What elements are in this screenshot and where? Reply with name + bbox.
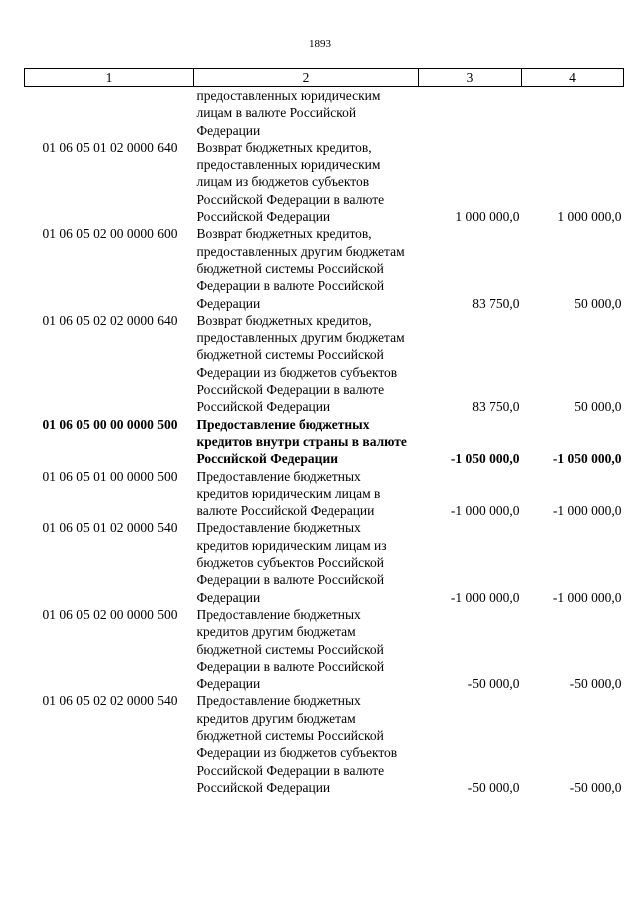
row-code [25,87,194,139]
row-value-col4: -1 000 000,0 [552,503,622,519]
row-value-col4: -50 000,0 [569,676,622,692]
column-header-1: 1 [25,69,194,87]
table-row [25,312,624,416]
table-row [25,225,624,311]
row-code: 01 06 05 01 02 0000 540 [42,520,178,536]
row-value-col3: -1 000 000,0 [450,503,520,519]
budget-table [24,68,624,796]
table-row [25,468,624,520]
row-value-col4: -50 000,0 [569,779,622,795]
row-code: 01 06 05 00 00 0000 500 [42,416,178,432]
header-row [25,69,624,87]
row-value-col4: -1 000 000,0 [552,589,622,605]
page-number: 1893 [309,38,331,50]
table-row-total [25,416,624,468]
row-name: Возврат бюджетных кредитов, предоставленных юридическим лицам из бюджетов субъектов Российской Федерации в валюте Российской Федерации [196,139,385,225]
row-value-col3: -1 000 000,0 [450,589,520,605]
row-code: 01 06 05 02 02 0000 640 [42,312,178,328]
row-code: 01 06 05 02 02 0000 540 [42,693,178,709]
row-value-col4: 50 000,0 [574,399,622,415]
row-code: 01 06 05 01 00 0000 500 [42,468,178,484]
table-header [25,69,624,87]
row-name: Предоставление бюджетных кредитов юридическим лицам из бюджетов субъектов Российской Федерации в валюте Российской Федерации [196,520,387,605]
row-value-col3: -50 000,0 [467,779,520,795]
table-row [25,692,624,796]
table-body [25,87,624,797]
row-value-col3: 83 750,0 [472,399,520,415]
table-row [25,139,624,225]
row-value-col3: 83 750,0 [472,295,520,311]
table-row [25,87,624,139]
row-name: Предоставление бюджетных кредитов другим бюджетам бюджетной системы Российской Федерации из бюджетов субъектов Российской Федерации в валюте Российской Федерации [196,693,398,795]
row-code: 01 06 05 02 00 0000 500 [42,606,178,622]
row-name: предоставленных юридическим лицам в валюте Российской Федерации [196,88,381,138]
row-code: 01 06 05 01 02 0000 640 [42,139,178,155]
row-value-col3: -1 050 000,0 [450,451,520,467]
row-value-col3: 1 000 000,0 [455,209,520,225]
column-header-2: 2 [194,69,419,87]
column-header-4: 4 [522,69,624,87]
column-header-3: 3 [419,69,522,87]
row-name: Предоставление бюджетных кредитов другим бюджетам бюджетной системы Российской Федерации в валюте Российской Федерации [196,606,385,692]
table-row [25,519,624,605]
row-name: Предоставление бюджетных кредитов юридическим лицам в валюте Российской Федерации [196,468,381,519]
row-code: 01 06 05 02 00 0000 600 [42,226,178,242]
row-value-col4 [522,87,624,139]
table-row [25,606,624,692]
row-value-col4: 50 000,0 [574,295,622,311]
row-value-col4: -1 050 000,0 [552,451,622,467]
row-value-col4: 1 000 000,0 [557,209,622,225]
row-value-col3: -50 000,0 [467,676,520,692]
row-name: Предоставление бюджетных кредитов внутри страны в валюте Российской Федерации [196,416,407,467]
row-name: Возврат бюджетных кредитов, предоставленных другим бюджетам бюджетной системы Российской Федерации в валюте Российской Федерации [196,226,405,311]
row-value-col3 [419,87,522,139]
row-name: Возврат бюджетных кредитов, предоставленных другим бюджетам бюджетной системы Российской Федерации из бюджетов субъектов Российской Федерации в валюте Российской Федерации [196,312,405,415]
